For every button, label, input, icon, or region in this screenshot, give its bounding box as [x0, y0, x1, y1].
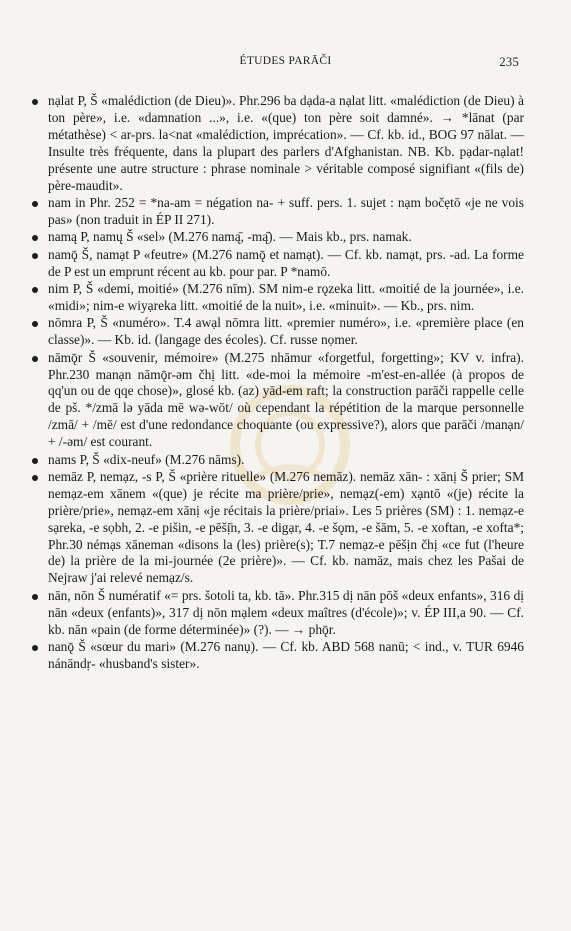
entry-text: nāmǭr Š «souvenir, mémoire» (M.275 nhāmur «forgetful, forgetting»; KV v. infra). Phr.230 manạn nāmǭr-əm čhị litt. «de-moi la mémoire -m'est-en-allée (à propos de qq'un ou de qqe chose)», glosé kb. (az) yād-em raft; la construction parāči rappelle celle de pš. */zmā lə yāda mē wə-wōt/ où cependant la répétition de la marque personnelle /zmā/ + /mē/ est d'une redondance choquante (ou expressive?), alors que parāči /manạn/ + /-əm/ est courant.: [48, 349, 524, 450]
entry-nim: [32, 281, 524, 315]
bullet-icon: [32, 201, 38, 207]
bullet-icon: [32, 235, 38, 241]
entry-text: namą P, namų Š «sel» (M.276 namą̄, -mą̄). — Mais kb., prs. namak.: [48, 229, 412, 245]
entry-nemaz: [32, 469, 524, 587]
bullet-icon: [32, 594, 38, 600]
running-head: [0, 55, 571, 71]
entry-text: nanǭ Š «sœur du mari» (M.276 nanụ). — Cf. kb. ABD 568 nanū; < ind., v. TUR 6946 nánāndṛ- «husband's sister».: [48, 639, 524, 671]
entry-text: nim P, Š «demi, moitié» (M.276 nīm). SM nim-e rǫzeka litt. «moitié de la journée», i.e. «midi»; nim-e wiyạreka litt. «moitié de la nuit», i.e. «minuit». — Kb., prs. nim.: [48, 280, 524, 313]
bullet-icon: [32, 475, 38, 481]
bullet-icon: [32, 253, 38, 259]
entry-text: nān, nōn Š numératif «= prs. šotoli ta, kb. tā». Phr.315 dị nān pōš «deux enfants», 316 dị nān «deux (enfants)», 317 dị nōn mạlem «deux maîtres (d'école)»; v. ÉP III,a 90. — Cf. kb. nān «pain (de forme déterminée)» (?). — → phǭr.: [48, 587, 524, 637]
entry-nams: [32, 452, 524, 469]
entry-list: [32, 93, 524, 673]
entry-nomra: [32, 315, 524, 349]
entry-text: nemāz P, nemạz, -s P, Š «prière rituelle» (M.276 nemāz). nemāz xān- : xānị Š prier; SM nemạz-em xānem «(que) je récite ma prière/prie», nemạz(-em) xạntō «(je) récite la prière/prie», nemạz-em xānị «je récitais la prière/priai». Les 5 prières (SM) : 1. nemạz-e sạreka, -e sọbh, 2. -e pišin, -e pēšị̄n, 3. -e digạr, 4. -e šǫm, -e šām, 5. -e xoftan, -e xofta*; Phr.30 némạs xāneman «disons la (les) prière(s); T.7 nemạz-e pēšịn čhị «ce fut (l'heure de) la prière de la mi-journée (2e prière)». — Cf. kb. namāz, mais chez les Pašai de Nejraw j'ai relevé nemạz/s.: [48, 468, 524, 586]
entry-namo: [32, 247, 524, 281]
entry-nama: [32, 229, 524, 246]
bullet-icon: [32, 458, 38, 464]
entry-nan: [32, 588, 524, 639]
running-title: ÉTUDES PARĀČI: [239, 55, 332, 67]
entry-text: nạlat P, Š «malédiction (de Dieu)». Phr.296 ba dạda-a nạlat litt. «malédiction (de Dieu) à ton père», i.e. «damnation ...», i.e. «(que) ton père soit damné». → *lānat (par métathèse) < ar-prs. la<nat «malédiction, imprécation». — Cf. kb. id., BOG 97 nālat. — Insulte très fréquente, dans la plupart des parlers d'Afghanistan. NB. Kb. pạdar-nạlat! présente une autre structure : phrase nominale > véritable composé signifiant «(fils de) père-maudit».: [48, 93, 524, 193]
entry-text: nam in Phr. 252 = *na-am = négation na- + suff. pers. 1. sujet : nạm bočẹtō «je ne vois pas» (non traduit in ÉP II 271).: [48, 194, 524, 227]
entry-text: namǭ Š, namạt P «feutre» (M.276 namǭ et namạt). — Cf. kb. namạt, prs. -ad. La forme de P est un emprunt récent au kb. pour par. P *namō.: [48, 246, 524, 279]
bullet-icon: [32, 99, 38, 105]
page-number: 235: [499, 55, 519, 69]
bullet-icon: [32, 287, 38, 293]
bullet-icon: [32, 321, 38, 327]
entry-nam: [32, 195, 524, 229]
entry-text: nams P, Š «dix-neuf» (M.276 nāms).: [48, 451, 245, 467]
entry-text: nōmra P, Š «numéro». T.4 awạl nōmra litt. «premier numéro», i.e. «première place (en classe)». — Kb. id. (langage des écoles). Cf. russe nọmer.: [48, 315, 524, 348]
entry-nano: [32, 639, 524, 673]
entry-nalat: [32, 93, 524, 194]
entry-namor: [32, 350, 524, 451]
bullet-icon: [32, 356, 38, 362]
bullet-icon: [32, 645, 38, 651]
